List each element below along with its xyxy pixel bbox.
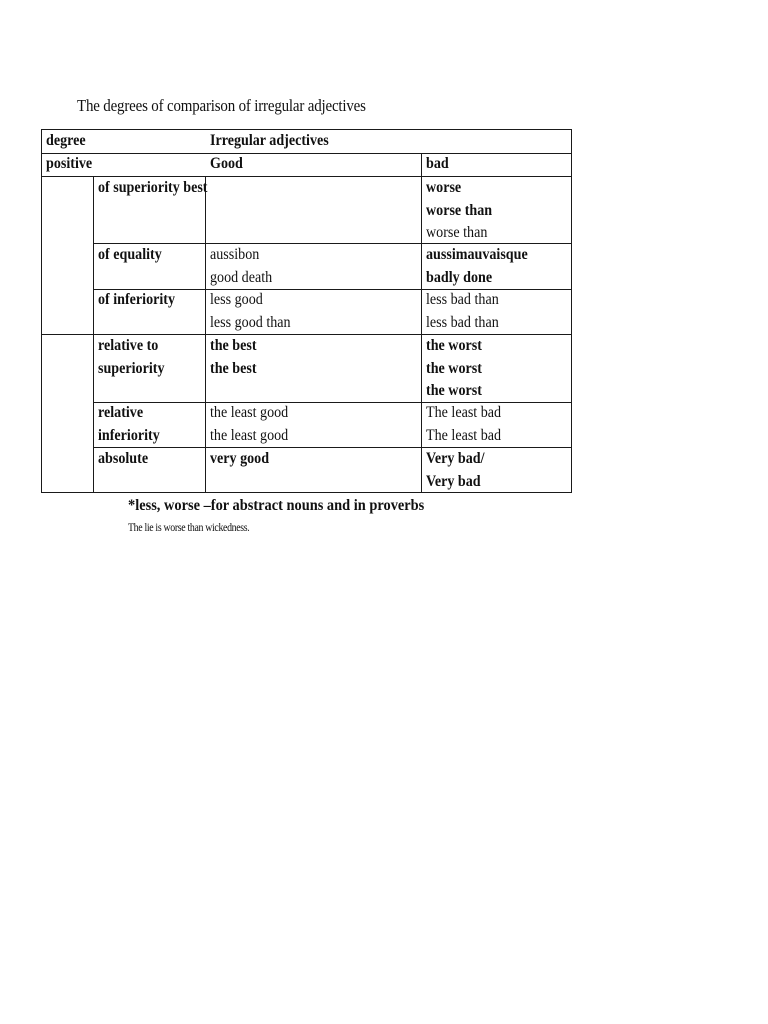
header-irregular-adjectives: Irregular adjectives — [210, 132, 329, 149]
row-relative-superiority-label: relative to superiority — [98, 337, 165, 377]
absolute-bad: Very bad/ Very bad — [426, 450, 485, 490]
inferiority-bad: less bad than less bad than — [426, 291, 499, 331]
equality-bad: aussimauvaisque badly done — [426, 246, 528, 286]
page-title: The degrees of comparison of irregular adjectives — [77, 96, 366, 115]
relative-inferiority-good: the least good the least good — [210, 404, 289, 444]
relative-inferiority-bad: The least bad The least bad — [426, 404, 502, 444]
col-bad-header: bad — [426, 155, 449, 172]
row-positive-label: positive — [46, 155, 93, 172]
example-sentence: The lie is worse than wickedness. — [128, 520, 250, 534]
inferiority-good: less good less good than — [210, 291, 291, 331]
row-relative-inferiority-label: relative inferiority — [98, 404, 160, 444]
relative-superiority-good: the best the best — [210, 337, 257, 377]
relative-superiority-bad: the worst the worst the worst — [426, 337, 482, 399]
row-superiority-label: of superiority best — [98, 179, 208, 196]
col-good-header: Good — [210, 155, 243, 172]
equality-good: aussibon good death — [210, 246, 273, 286]
header-degree: degree — [46, 132, 86, 149]
comparison-table — [41, 129, 572, 493]
superiority-bad: worse worse than worse than — [426, 179, 493, 241]
row-inferiority-label: of inferiority — [98, 291, 176, 308]
absolute-good: very good — [210, 450, 270, 467]
row-absolute-label: absolute — [98, 450, 149, 467]
row-equality-label: of equality — [98, 246, 162, 263]
footnote: *less, worse –for abstract nouns and in proverbs — [128, 497, 425, 514]
